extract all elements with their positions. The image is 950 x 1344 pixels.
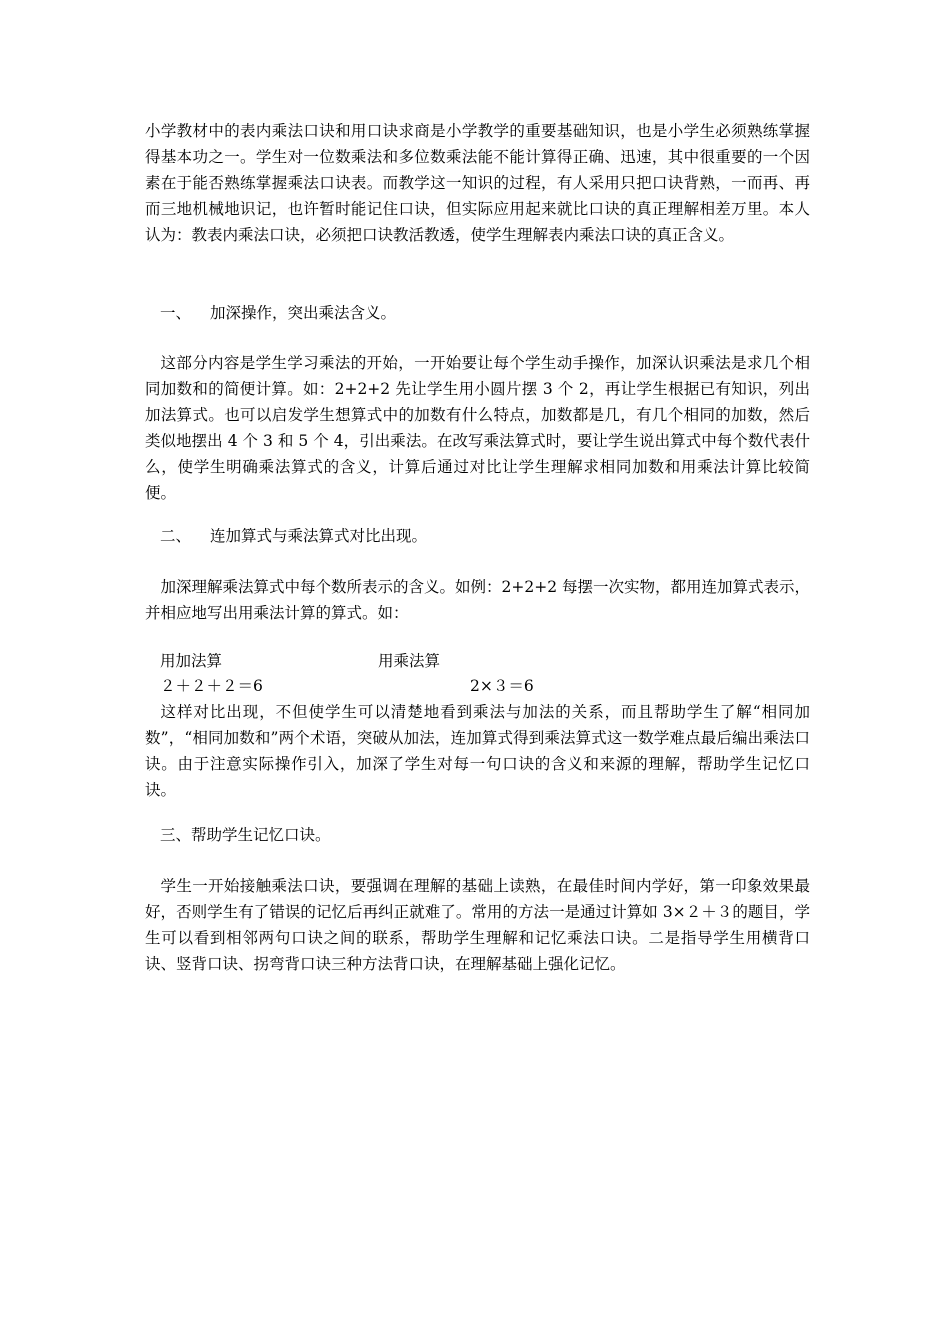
section-2-body: 加深理解乘法算式中每个数所表示的含义。如例：2+2+2 每摆一次实物，都用连加算式表示，并相应地写出用乘法计算的算式。如： [145, 578, 810, 622]
multiplication-label: 用乘法算 [378, 652, 441, 670]
section-1-number: 一、 [160, 304, 192, 322]
section-2-title: 连加算式与乘法算式对比出现。 [210, 527, 428, 545]
section-1-title: 加深操作，突出乘法含义。 [210, 304, 397, 322]
addition-label: 用加法算 [160, 652, 223, 670]
section-2-number: 二、 [160, 527, 192, 545]
section-3-body: 学生一开始接触乘法口诀，要强调在理解的基础上读熟，在最佳时间内学好，第一印象效果最好，否则学生有了错误的记忆后再纠正就难了。常用的方法一是通过计算如 3×２＋３的题目，学生可以看到相邻两句口诀之间的联系，帮助学生理解和记忆乘法口诀。二是指导学生用横背口诀、竖背口诀、拐弯背口诀三种方法背口诀，在理解基础上强化记忆。 [145, 877, 810, 973]
section-3-heading: 三、帮助学生记忆口诀。 [160, 826, 331, 844]
section-2-heading [160, 523, 427, 549]
intro-paragraph: 小学教材中的表内乘法口诀和用口诀求商是小学教学的重要基础知识，也是小学生必须熟练掌握得基本功之一。学生对一位数乘法和多位数乘法能不能计算得正确、迅速，其中很重要的一个因素在于能否熟练掌握乘法口诀表。而教学这一知识的过程，有人采用只把口诀背熟，一而再、再而三地机械地识记，也许暂时能记住口诀，但实际应用起来就比口诀的真正理解相差万里。本人认为：教表内乘法口诀，必须把口诀教活教透，使学生理解表内乘法口诀的真正含义。 [145, 122, 810, 244]
section-1-body: 这部分内容是学生学习乘法的开始，一开始要让每个学生动手操作，加深认识乘法是求几个相同加数和的简便计算。如：2+2+2 先让学生用小圆片摆 3 个 2，再让学生根据已有知识，列出加法算式。也可以启发学生想算式中的加数有什么特点，加数都是几，有几个相同的加数，然后类似地摆出 4 个 3 和 5 个 4，引出乘法。在改写乘法算式时，要让学生说出算式中每个数代表什么，使学生明确乘法算式的含义，计算后通过对比让学生理解求相同加数和用乘法计算比较简便。 [145, 354, 810, 502]
multiplication-expression: 2×３＝6 [470, 677, 534, 695]
section-2-body-2: 这样对比出现，不但使学生可以清楚地看到乘法与加法的关系，而且帮助学生了解“相同加数”，“相同加数和”两个术语，突破从加法，连加算式得到乘法算式这一数学难点最后编出乘法口诀。由于注意实际操作引入，加深了学生对每一句口诀的含义和来源的理解，帮助学生记忆口诀。 [145, 703, 810, 799]
addition-expression: ２＋２＋２＝6 [160, 677, 263, 695]
section-1-heading [160, 300, 396, 326]
